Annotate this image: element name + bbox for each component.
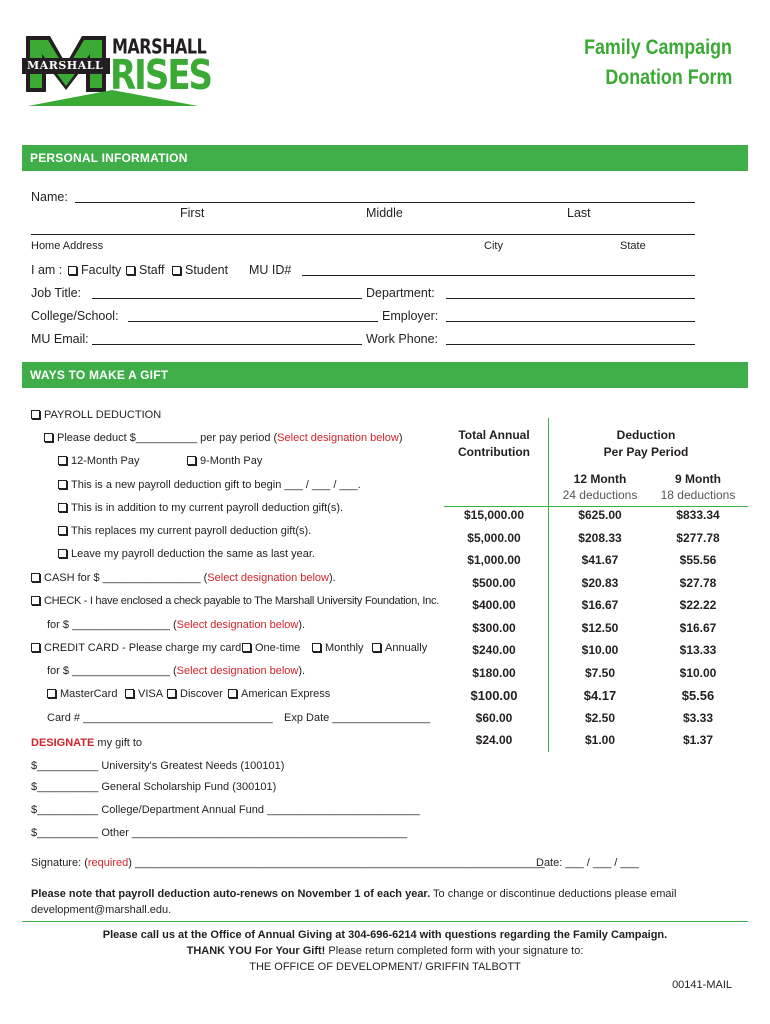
please-deduct-option[interactable] bbox=[44, 432, 403, 444]
name-label: Name: bbox=[31, 190, 68, 204]
amex-option[interactable] bbox=[228, 688, 330, 700]
table-cell: $55.56 bbox=[679, 553, 717, 567]
form-title-line1: Family Campaign bbox=[584, 36, 732, 59]
check-for-text: for $ ________________ ( bbox=[47, 619, 177, 631]
table-cell: $3.33 bbox=[682, 710, 714, 725]
cc-designation-note: Select designation below bbox=[176, 665, 299, 677]
thank-you-note bbox=[0, 945, 770, 957]
9-month-label: 9-Month Pay bbox=[200, 455, 263, 467]
new-gift-label: This is a new payroll deduction gift to begin ___ / ___ / ___. bbox=[71, 479, 361, 491]
mu-id-field[interactable] bbox=[302, 275, 695, 276]
my-gift-to: my gift to bbox=[94, 737, 143, 749]
table-cell: $12.50 bbox=[581, 620, 619, 635]
form-title-line2: Donation Form bbox=[605, 66, 732, 89]
cash-option[interactable] bbox=[31, 572, 336, 584]
auto-renew-rest: To change or discontinue deductions please email bbox=[430, 888, 677, 900]
marshall-rises-logo bbox=[22, 30, 212, 118]
credit-card-text: CREDIT CARD - Please charge my card bbox=[44, 642, 242, 654]
annually-label: Annually bbox=[385, 642, 428, 654]
table-cell: $625.00 bbox=[578, 508, 622, 522]
table-cell: $16.67 bbox=[679, 620, 717, 635]
col-deduction-header-2: Per Pay Period bbox=[603, 445, 689, 459]
college-school-label: College/School: bbox=[31, 309, 119, 323]
checkbox-icon bbox=[31, 643, 40, 652]
footer-divider bbox=[22, 921, 748, 922]
department-field[interactable] bbox=[446, 298, 695, 299]
work-phone-field[interactable] bbox=[446, 344, 695, 345]
annually-option[interactable] bbox=[372, 642, 427, 654]
checkbox-icon bbox=[372, 643, 381, 652]
last-label: Last bbox=[567, 206, 591, 220]
checkbox-icon bbox=[47, 689, 56, 698]
cc-for-text: for $ ________________ ( bbox=[47, 665, 177, 677]
checkbox-icon bbox=[242, 643, 251, 652]
checkbox-icon bbox=[58, 549, 67, 558]
table-cell: $15,000.00 bbox=[463, 508, 525, 522]
table-cell: $10.00 bbox=[581, 643, 619, 657]
table-cell: $833.34 bbox=[676, 508, 720, 522]
mastercard-label: MasterCard bbox=[60, 688, 118, 700]
cc-close: ). bbox=[298, 665, 306, 677]
ways-to-give-header: WAYS TO MAKE A GIFT bbox=[22, 362, 748, 388]
one-time-option[interactable] bbox=[242, 642, 300, 654]
mu-email-label: MU Email: bbox=[31, 332, 89, 346]
table-cell: $1.00 bbox=[584, 733, 616, 747]
form-code: 00141-MAIL bbox=[672, 979, 732, 991]
visa-option[interactable] bbox=[125, 688, 163, 700]
table-cell: $16.67 bbox=[581, 598, 619, 612]
state-label: State bbox=[620, 240, 646, 252]
checkbox-icon bbox=[31, 596, 40, 605]
discover-option[interactable] bbox=[167, 688, 223, 700]
mu-id-label: MU ID# bbox=[249, 263, 292, 277]
check-option[interactable] bbox=[31, 595, 439, 607]
table-cell: $10.00 bbox=[679, 665, 717, 680]
cc-amount[interactable] bbox=[47, 665, 305, 677]
payroll-label: PAYROLL DEDUCTION bbox=[44, 409, 162, 421]
table-cell: $500.00 bbox=[472, 575, 516, 590]
checkbox-icon bbox=[58, 526, 67, 535]
monthly-label: Monthly bbox=[325, 642, 364, 654]
check-amount[interactable] bbox=[47, 619, 305, 631]
cash-designation-note: Select designation below bbox=[207, 572, 329, 584]
table-cell: $240.00 bbox=[472, 643, 516, 657]
table-cell: $7.50 bbox=[584, 665, 616, 680]
city-label: City bbox=[484, 240, 503, 252]
auto-renew-bold: Please note that payroll deduction auto-renews on November 1 of each year. bbox=[31, 888, 431, 900]
table-cell: $41.67 bbox=[581, 553, 619, 567]
check-designation-note: Select designation below bbox=[176, 619, 299, 631]
fund-greatest-needs[interactable]: $__________ University's Greatest Needs (100101) bbox=[31, 760, 285, 772]
date-field[interactable]: Date: ___ / ___ / ___ bbox=[536, 857, 639, 869]
work-phone-label: Work Phone: bbox=[366, 332, 439, 346]
fund-college-department[interactable]: $__________ College/Department Annual Fund _________________________ bbox=[31, 804, 421, 816]
discover-label: Discover bbox=[180, 688, 223, 700]
table-cell: $20.83 bbox=[581, 575, 619, 590]
monthly-option[interactable] bbox=[312, 642, 364, 654]
checkbox-icon bbox=[58, 503, 67, 512]
table-horizontal-divider bbox=[444, 506, 748, 507]
designate-heading bbox=[31, 737, 142, 749]
table-cell: $1.37 bbox=[682, 733, 714, 747]
table-cell: $277.78 bbox=[676, 530, 720, 545]
payroll-deduction-option[interactable] bbox=[31, 409, 161, 421]
thank-you-rest: Please return completed form with your signature to: bbox=[325, 945, 584, 957]
checkbox-icon bbox=[58, 480, 67, 489]
card-number-field[interactable]: Card # _______________________________ bbox=[47, 712, 273, 724]
please-deduct-text: Please deduct $__________ per pay period ( bbox=[57, 432, 278, 444]
check-close: ). bbox=[298, 619, 306, 631]
visa-label: VISA bbox=[138, 688, 164, 700]
table-cell: $5,000.00 bbox=[467, 530, 521, 545]
checkbox-icon bbox=[31, 573, 40, 582]
name-field[interactable] bbox=[75, 202, 695, 203]
checkbox-icon bbox=[31, 410, 40, 419]
mastercard-option[interactable] bbox=[47, 688, 117, 700]
i-am-label: I am : bbox=[31, 263, 63, 277]
office-address: THE OFFICE OF DEVELOPMENT/ GRIFFIN TALBOTT bbox=[249, 961, 521, 973]
checkbox-icon bbox=[187, 456, 196, 465]
table-cell: $27.78 bbox=[679, 575, 717, 590]
staff-label: Staff bbox=[139, 263, 165, 277]
checkbox-icon bbox=[228, 689, 237, 698]
table-cell: $13.33 bbox=[679, 643, 717, 657]
amex-label: American Express bbox=[241, 688, 331, 700]
table-cell: $24.00 bbox=[475, 733, 513, 747]
employer-field[interactable] bbox=[446, 321, 695, 322]
student-checkbox[interactable] bbox=[172, 263, 228, 277]
col-9-month-header: 9 Month bbox=[675, 472, 721, 486]
checkbox-icon bbox=[126, 266, 135, 275]
call-note: Please call us at the Office of Annual Giving at 304-696-6214 with questions regarding the Family Campaign. bbox=[102, 929, 668, 941]
checkbox-icon bbox=[58, 456, 67, 465]
cash-text: CASH for $ ________________ ( bbox=[44, 572, 208, 584]
job-title-label: Job Title: bbox=[31, 286, 82, 300]
table-cell: $22.22 bbox=[679, 598, 717, 612]
student-label: Student bbox=[185, 263, 229, 277]
replaces-option[interactable] bbox=[58, 525, 311, 537]
table-cell: $180.00 bbox=[472, 665, 516, 680]
first-label: First bbox=[180, 206, 205, 220]
checkbox-icon bbox=[68, 266, 77, 275]
required-note: required bbox=[87, 857, 129, 869]
checkbox-icon bbox=[44, 433, 53, 442]
personal-info-header: PERSONAL INFORMATION bbox=[22, 145, 748, 171]
signature-label: Signature: ( bbox=[31, 857, 88, 869]
exp-date-field[interactable]: Exp Date ________________ bbox=[284, 712, 431, 724]
table-cell: $208.33 bbox=[578, 530, 622, 545]
table-cell: $100.00 bbox=[470, 688, 518, 703]
logo-banner-text: MARSHALL bbox=[27, 59, 104, 72]
col-9-month-sub: 18 deductions bbox=[660, 488, 736, 502]
replaces-label: This replaces my current payroll deduction gift(s). bbox=[71, 525, 312, 537]
table-cell: $5.56 bbox=[681, 688, 715, 703]
thank-you-bold: THANK YOU For Your Gift! bbox=[186, 945, 326, 957]
col-12-month-sub: 24 deductions bbox=[562, 488, 638, 502]
development-email: development@marshall.edu. bbox=[31, 904, 172, 916]
department-label: Department: bbox=[366, 286, 435, 300]
12-month-option[interactable] bbox=[58, 455, 139, 467]
designate-word: DESIGNATE bbox=[31, 737, 95, 749]
college-school-field[interactable] bbox=[128, 321, 378, 322]
job-title-field[interactable] bbox=[92, 298, 362, 299]
in-addition-label: This is in addition to my current payroll deduction gift(s). bbox=[71, 502, 344, 514]
checkbox-icon bbox=[312, 643, 321, 652]
cash-close: ). bbox=[329, 572, 336, 584]
mu-email-field[interactable] bbox=[92, 344, 362, 345]
checkbox-icon bbox=[172, 266, 181, 275]
one-time-label: One-time bbox=[255, 642, 301, 654]
address-field[interactable] bbox=[31, 234, 695, 235]
deduction-table bbox=[444, 418, 748, 758]
table-vertical-divider bbox=[548, 418, 549, 752]
col-total-header-2: Contribution bbox=[458, 445, 530, 459]
close-paren: ) bbox=[398, 432, 403, 444]
col-total-header-1: Total Annual bbox=[458, 428, 530, 442]
signature-line[interactable] bbox=[31, 857, 545, 869]
table-cell: $4.17 bbox=[583, 688, 617, 703]
col-deduction-header-1: Deduction bbox=[616, 428, 676, 442]
fund-scholarship[interactable]: $__________ General Scholarship Fund (300101) bbox=[31, 781, 277, 793]
checkbox-icon bbox=[167, 689, 176, 698]
table-cell: $300.00 bbox=[472, 620, 516, 635]
check-text: CHECK - I have enclosed a check payable to The Marshall University Foundation, Inc. bbox=[44, 595, 439, 607]
table-cell: $60.00 bbox=[475, 710, 513, 725]
middle-label: Middle bbox=[366, 206, 403, 220]
in-addition-option[interactable] bbox=[58, 502, 343, 514]
faculty-label: Faculty bbox=[81, 263, 122, 277]
faculty-checkbox[interactable] bbox=[68, 263, 121, 277]
logo-word-rises: RISES bbox=[110, 52, 212, 100]
select-designation-note: Select designation below bbox=[277, 432, 399, 444]
new-gift-option[interactable] bbox=[58, 479, 361, 491]
fund-other[interactable]: $__________ Other _____________________________________________ bbox=[31, 827, 408, 839]
signature-underline: ) ___________________________________________________________________ bbox=[128, 857, 545, 869]
auto-renew-note bbox=[31, 888, 676, 900]
12-month-label: 12-Month Pay bbox=[71, 455, 140, 467]
credit-card-option[interactable] bbox=[31, 642, 241, 654]
employer-label: Employer: bbox=[382, 309, 439, 323]
staff-checkbox[interactable] bbox=[126, 263, 164, 277]
leave-same-option[interactable] bbox=[58, 548, 315, 560]
leave-same-label: Leave my payroll deduction the same as last year. bbox=[71, 548, 315, 560]
col-12-month-header: 12 Month bbox=[573, 472, 627, 486]
checkbox-icon bbox=[125, 689, 134, 698]
table-cell: $1,000.00 bbox=[467, 553, 521, 567]
logo-word-marshall: MARSHALL bbox=[112, 34, 207, 59]
table-cell: $2.50 bbox=[584, 710, 616, 725]
9-month-option[interactable] bbox=[187, 455, 262, 467]
home-address-label: Home Address bbox=[31, 240, 104, 252]
table-cell: $400.00 bbox=[472, 598, 516, 612]
